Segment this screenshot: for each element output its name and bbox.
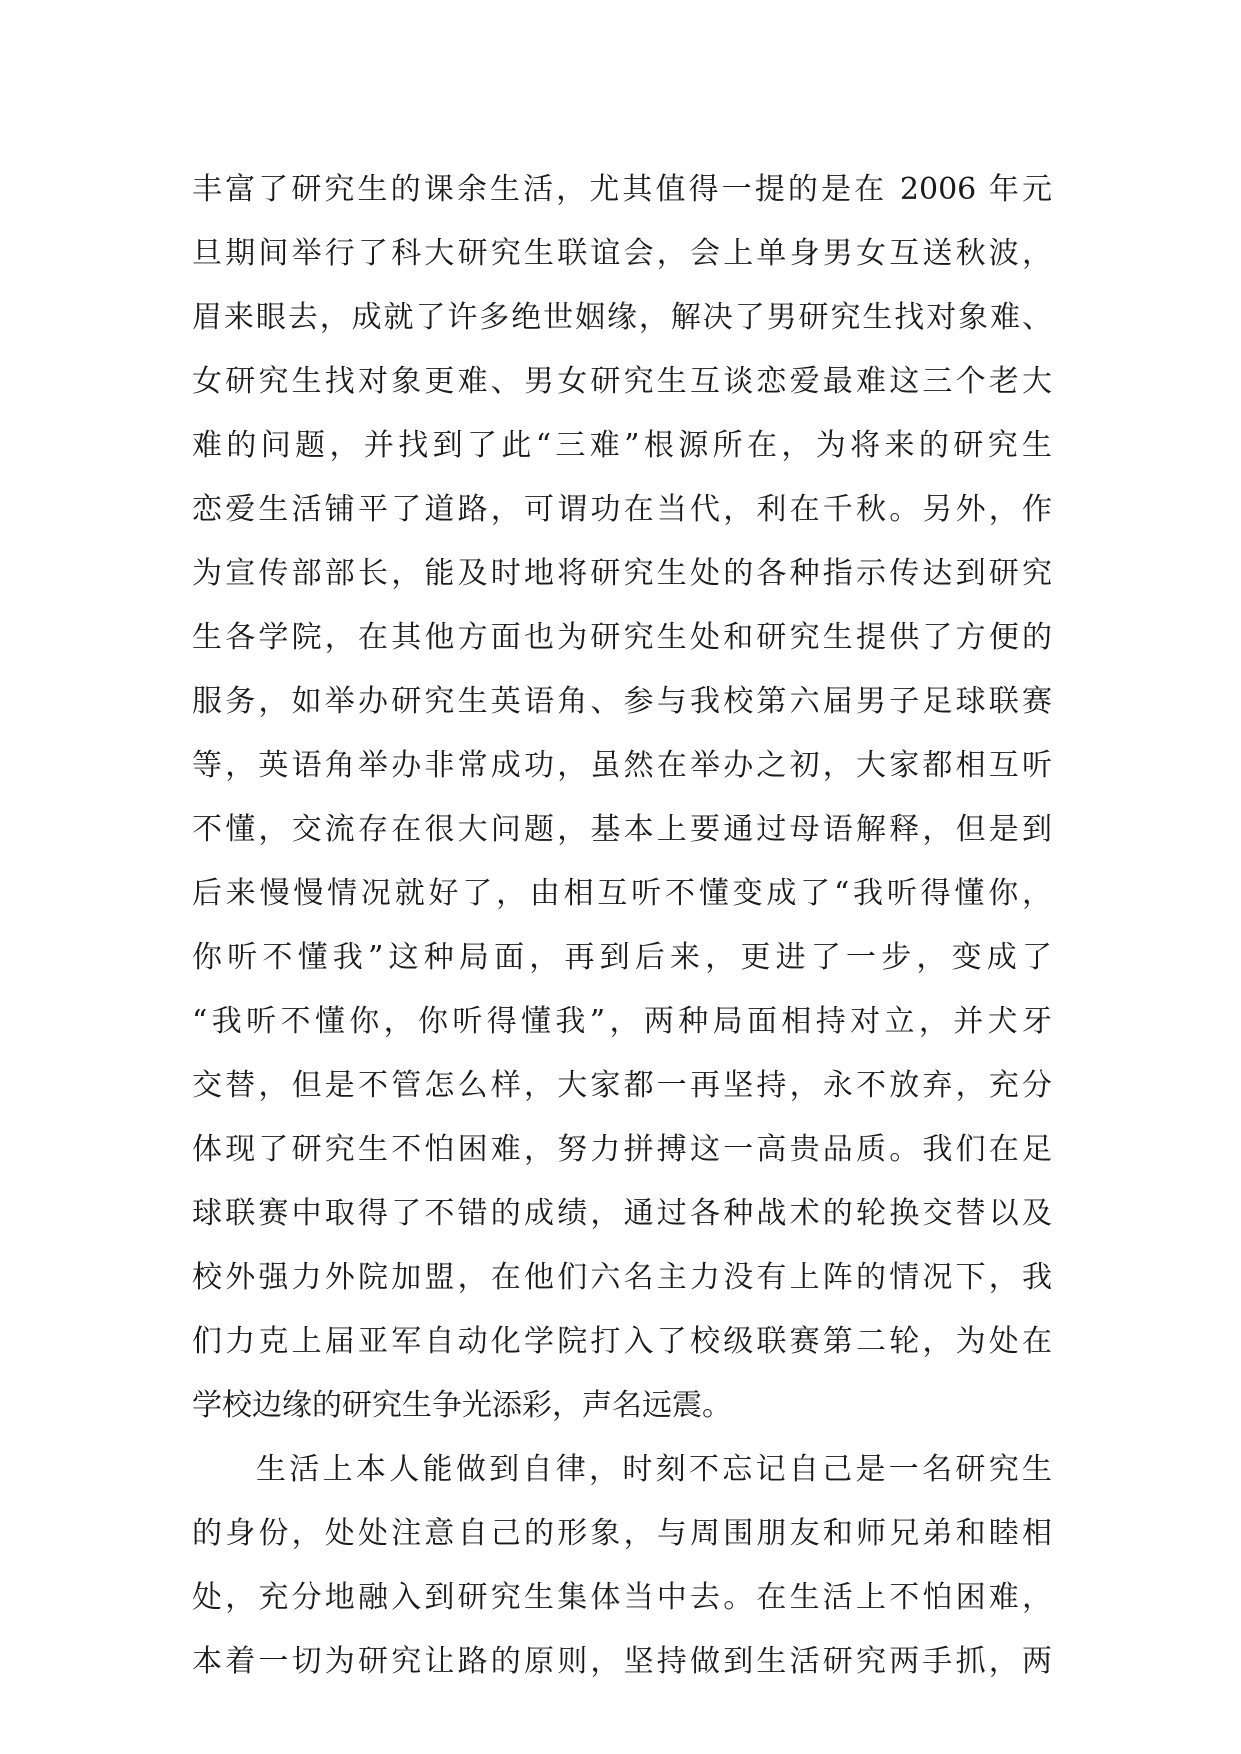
text-line: 球联赛中取得了不错的成绩，通过各种战术的轮换交替以及: [192, 1196, 1052, 1231]
text-line: 服务，如举办研究生英语角、参与我校第六届男子足球联赛: [192, 684, 1052, 719]
text-line: 女研究生找对象更难、男女研究生互谈恋爱最难这三个老大: [192, 364, 1052, 399]
text-line: 的身份，处处注意自己的形象，与周围朋友和师兄弟和睦相: [192, 1516, 1052, 1551]
text-line: 学校边缘的研究生争光添彩，声名远震。: [192, 1388, 732, 1423]
text-line: 校外强力外院加盟，在他们六名主力没有上阵的情况下，我: [192, 1260, 1052, 1295]
text-line: 为宣传部部长，能及时地将研究生处的各种指示传达到研究: [192, 556, 1052, 591]
text-line: 丰富了研究生的课余生活，尤其值得一提的是在 2006 年元: [192, 172, 1052, 207]
paragraph-2: [192, 1438, 1052, 1694]
text-line: 处，充分地融入到研究生集体当中去。在生活上不怕困难，: [192, 1580, 1052, 1615]
text-line: 旦期间举行了科大研究生联谊会，会上单身男女互送秋波，: [192, 236, 1052, 271]
text-line: 恋爱生活铺平了道路，可谓功在当代，利在千秋。另外，作: [192, 492, 1052, 527]
text-line: 不懂，交流存在很大问题，基本上要通过母语解释，但是到: [192, 812, 1052, 847]
text-line: 后来慢慢情况就好了，由相互听不懂变成了“我听得懂你，: [192, 876, 1052, 911]
text-line: 难的问题，并找到了此“三难”根源所在，为将来的研究生: [192, 428, 1052, 463]
body-text: [192, 158, 1052, 1694]
paragraph-1: [192, 158, 1052, 1438]
text-line: 等，英语角举办非常成功，虽然在举办之初，大家都相互听: [192, 748, 1052, 783]
text-line: 生活上本人能做到自律，时刻不忘记自己是一名研究生: [256, 1452, 1052, 1487]
text-line: 生各学院，在其他方面也为研究生处和研究生提供了方便的: [192, 620, 1052, 655]
text-line: 交替，但是不管怎么样，大家都一再坚持，永不放弃，充分: [192, 1068, 1052, 1103]
text-line: 眉来眼去，成就了许多绝世姻缘，解决了男研究生找对象难、: [192, 300, 1052, 335]
text-line: 体现了研究生不怕困难，努力拼搏这一高贵品质。我们在足: [192, 1132, 1052, 1167]
text-line: 本着一切为研究让路的原则，坚持做到生活研究两手抓，两: [192, 1644, 1052, 1679]
text-line: 们力克上届亚军自动化学院打入了校级联赛第二轮，为处在: [192, 1324, 1052, 1359]
text-line: 你听不懂我”这种局面，再到后来，更进了一步，变成了: [192, 940, 1052, 975]
text-line: “我听不懂你，你听得懂我”，两种局面相持对立，并犬牙: [192, 1004, 1052, 1039]
